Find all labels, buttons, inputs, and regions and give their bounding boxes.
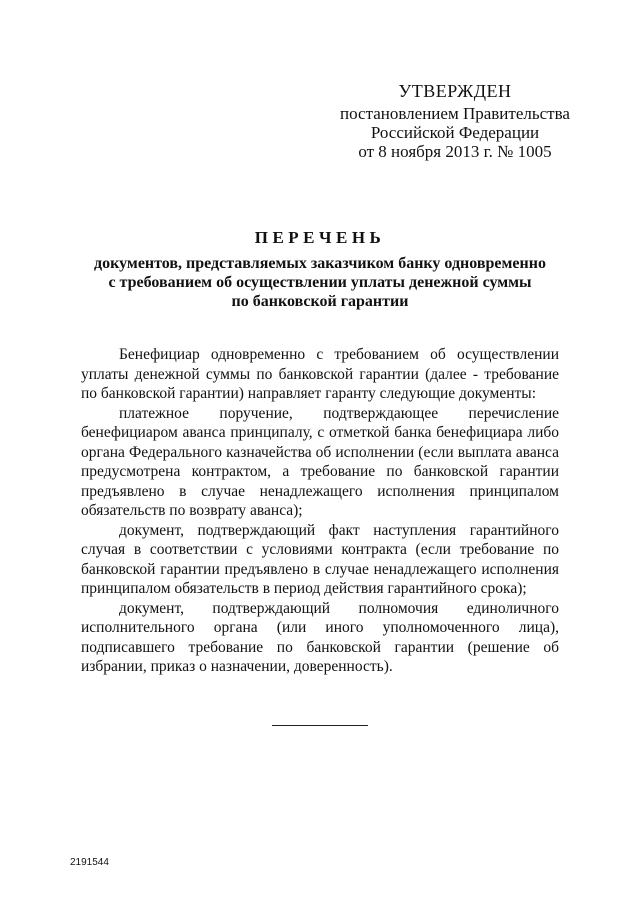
approval-line-2: Российской Федерации bbox=[370, 123, 540, 142]
approval-block bbox=[330, 82, 580, 161]
list-item-payment-order: платежное поручение, подтверждающее перечисление бенефициаром аванса принципалу, с отметкой банка бенефициара либо органа Федерального казначейства об исполнении (если выплата аванса предусмотрена контрактом, а требование по банковской гарантии предъявлено в случае ненадлежащего исполнения принципалом обязательств по возврату аванса); bbox=[81, 404, 559, 519]
list-item-authority-document: документ, подтверждающий полномочия единоличного исполнительного органа (или иного уполномоченного лица), подписавшего требование по банковской гарантии (решение об избрании, приказ о назначении, доверенность). bbox=[81, 599, 559, 675]
approval-heading: УТВЕРЖДЕН bbox=[398, 81, 512, 101]
document-number: 2191544 bbox=[70, 857, 109, 868]
subtitle-line-3: по банковской гарантии bbox=[231, 293, 409, 310]
intro-paragraph: Бенефициар одновременно с требованием об осуществлении уплаты денежной суммы по банковской гарантии (далее - требование по банковской гарантии) направляет гаранту следующие документы: bbox=[81, 346, 559, 402]
document-body bbox=[81, 345, 559, 677]
approval-line-3: от 8 ноября 2013 г. № 1005 bbox=[358, 142, 552, 161]
document-subtitle bbox=[70, 254, 570, 311]
subtitle-line-2: с требованием об осуществлении уплаты денежной суммы bbox=[108, 274, 532, 291]
end-separator-line bbox=[272, 725, 368, 726]
approval-line-1: постановлением Правительства bbox=[340, 104, 570, 123]
list-item-guarantee-case: документ, подтверждающий факт наступления гарантийного случая в соответствии с условиями контракта (если требование по банковской гарантии предъявлено в случае ненадлежащего исполнения принципалом обязательств в период действия гарантийного срока); bbox=[81, 521, 559, 597]
document-title: ПЕРЕЧЕНЬ bbox=[254, 228, 386, 247]
subtitle-line-1: документов, представляемых заказчиком банку одновременно bbox=[94, 255, 546, 272]
